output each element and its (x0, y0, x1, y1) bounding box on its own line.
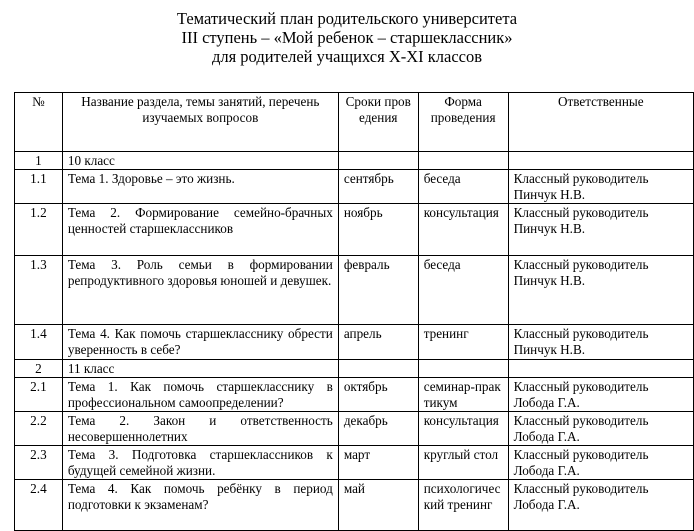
row-form: беседа (418, 170, 508, 204)
row-num: 2.4 (15, 480, 63, 531)
row-form: консультация (418, 412, 508, 446)
row-term: сентябрь (338, 170, 418, 204)
header-form: Форма проведения (418, 93, 508, 152)
empty-cell (418, 152, 508, 170)
table-row (15, 325, 694, 360)
row-term: ноябрь (338, 204, 418, 256)
responsible-role: Классный руководитель (513, 257, 649, 272)
section-row (15, 360, 694, 378)
row-term: май (338, 480, 418, 531)
row-term: февраль (338, 256, 418, 325)
responsible-name: Лобода Г.А. (513, 429, 580, 444)
row-num: 2.2 (15, 412, 63, 446)
plan-table (14, 92, 694, 531)
row-num: 1.1 (15, 170, 63, 204)
row-topic: Тема 2. Формирование семейно-брачных ценностей старшеклассников (62, 204, 338, 256)
responsible-role: Классный руководитель (513, 205, 649, 220)
empty-cell (418, 360, 508, 378)
section-num: 1 (15, 152, 63, 170)
section-name: 11 класс (62, 360, 338, 378)
table-row (15, 378, 694, 412)
row-form: психологический тренинг (418, 480, 508, 531)
header-topic: Название раздела, темы занятий, перечень изучаемых вопросов (62, 93, 338, 152)
row-topic: Тема 3. Подготовка старшеклассников к будущей семейной жизни. (62, 446, 338, 480)
row-responsible (508, 325, 693, 360)
row-responsible (508, 378, 693, 412)
title-line-1: Тематический план родительского университета (176, 9, 518, 28)
table-row (15, 480, 694, 531)
row-num: 1.4 (15, 325, 63, 360)
responsible-name: Пинчук Н.В. (513, 187, 586, 202)
responsible-name: Лобода Г.А. (513, 463, 580, 478)
row-form: тренинг (418, 325, 508, 360)
responsible-name: Пинчук Н.В. (513, 221, 586, 236)
empty-cell (338, 152, 418, 170)
row-term: март (338, 446, 418, 480)
row-responsible (508, 480, 693, 531)
row-topic: Тема 3. Роль семьи в формировании репродуктивного здоровья юношей и девушек. (62, 256, 338, 325)
table-row (15, 170, 694, 204)
responsible-role: Классный руководитель (513, 379, 649, 394)
row-responsible (508, 170, 693, 204)
responsible-name: Пинчук Н.В. (513, 342, 586, 357)
section-name: 10 класс (62, 152, 338, 170)
row-num: 2.1 (15, 378, 63, 412)
empty-cell (508, 360, 693, 378)
row-form: беседа (418, 256, 508, 325)
title-line-3: для родителей учащихся X-XI классов (211, 47, 483, 66)
row-form: семинар-практикум (418, 378, 508, 412)
row-responsible (508, 412, 693, 446)
section-num: 2 (15, 360, 63, 378)
row-term: октябрь (338, 378, 418, 412)
responsible-name: Лобода Г.А. (513, 395, 580, 410)
row-term: декабрь (338, 412, 418, 446)
row-responsible (508, 204, 693, 256)
responsible-role: Классный руководитель (513, 171, 649, 186)
title-line-2: III ступень – «Мой ребенок – старшеклассник» (181, 28, 513, 47)
responsible-name: Лобода Г.А. (513, 497, 580, 512)
empty-cell (508, 152, 693, 170)
row-term: апрель (338, 325, 418, 360)
row-topic: Тема 4. Как помочь старшекласснику обрести уверенность в себе? (62, 325, 338, 360)
table-row (15, 204, 694, 256)
row-form: круглый стол (418, 446, 508, 480)
row-topic: Тема 2. Закон и ответственность несовершеннолетних (62, 412, 338, 446)
header-num: № (15, 93, 63, 152)
row-topic: Тема 1. Как помочь старшекласснику в профессиональном самоопределении? (62, 378, 338, 412)
table-row (15, 256, 694, 325)
responsible-role: Классный руководитель (513, 481, 649, 496)
header-responsible: Ответственные (508, 93, 693, 152)
document-title (0, 9, 694, 66)
row-responsible (508, 256, 693, 325)
row-topic: Тема 4. Как помочь ребёнку в период подготовки к экзаменам? (62, 480, 338, 531)
responsible-role: Классный руководитель (513, 413, 649, 428)
section-row (15, 152, 694, 170)
header-row (15, 93, 694, 152)
empty-cell (338, 360, 418, 378)
responsible-role: Классный руководитель (513, 326, 649, 341)
responsible-name: Пинчук Н.В. (513, 273, 586, 288)
table-row (15, 446, 694, 480)
row-num: 1.2 (15, 204, 63, 256)
row-num: 1.3 (15, 256, 63, 325)
responsible-role: Классный руководитель (513, 447, 649, 462)
header-terms: Сроки проведения (338, 93, 418, 152)
row-num: 2.3 (15, 446, 63, 480)
row-form: консультация (418, 204, 508, 256)
row-responsible (508, 446, 693, 480)
table-row (15, 412, 694, 446)
row-topic: Тема 1. Здоровье – это жизнь. (62, 170, 338, 204)
